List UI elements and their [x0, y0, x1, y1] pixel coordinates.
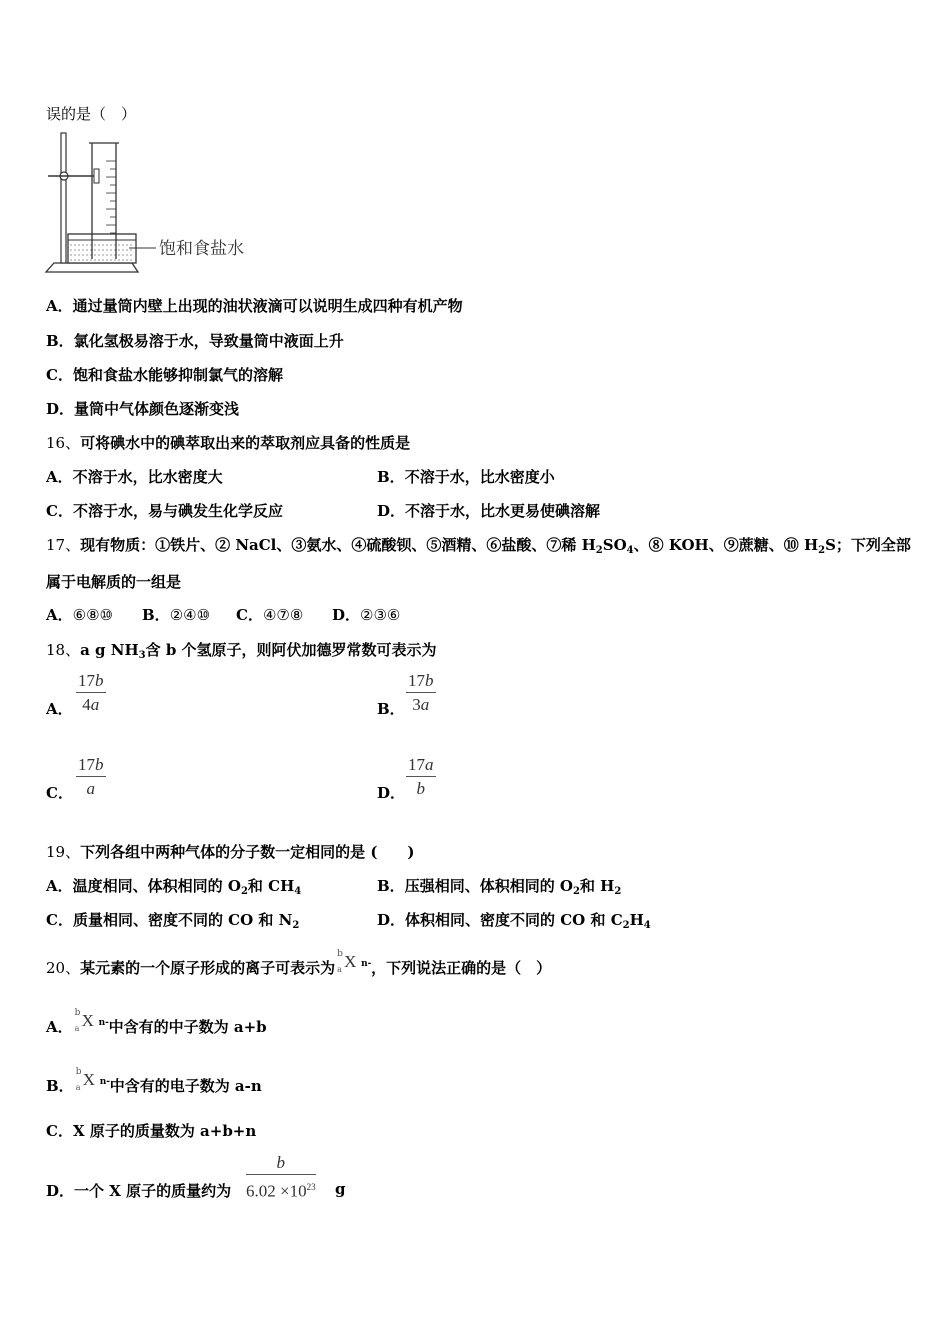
q18-option-b[interactable]: B．	[377, 700, 405, 718]
q19-option-c[interactable]: C．质量相同、密度不同的 CO 和 $N_2$	[46, 911, 300, 931]
ion-notation: b a X n-	[75, 1067, 110, 1092]
q15-option-a[interactable]: A．通过量筒内壁上出现的油状液滴可以说明生成四种有机产物	[46, 297, 463, 315]
q20-option-d-fraction: $\frac{b}{6.02 \times 10^{23}}$	[246, 1153, 316, 1201]
q20-option-b[interactable]: B． b a X n- 中含有的电子数为 a-n	[46, 1067, 262, 1095]
q18-option-a[interactable]: A．	[46, 700, 73, 718]
ion-notation: b a X n-	[337, 949, 372, 974]
q19-option-a[interactable]: A．温度相同、体积相同的 $O_2$和 $CH_4$	[46, 877, 302, 897]
q18-option-b-fraction: $\frac{17b}{3a}$	[408, 671, 434, 714]
q20-option-d[interactable]: D．一个 X 原子的质量约为	[46, 1182, 232, 1200]
q15-option-c[interactable]: C．饱和食盐水能够抑制氯气的溶解	[46, 366, 283, 384]
q16-option-c[interactable]: C．不溶于水，易与碘发生化学反应	[46, 502, 283, 520]
q19-stem: 19、下列各组中两种气体的分子数一定相同的是 ( )	[46, 843, 415, 861]
q20-option-d-unit: g	[335, 1180, 346, 1198]
q15-option-d[interactable]: D．量筒中气体颜色逐渐变浅	[46, 400, 240, 418]
q17-stem: 17、现有物质：①铁片、② NaCl、③氨水、④硫酸钡、⑤酒精、⑥盐酸、⑦稀 $H_2SO_4$、⑧ KOH、⑨蔗糖、⑩ $H_2S$；下列全部	[46, 536, 911, 556]
q17-option-b[interactable]: B．②④⑩	[142, 606, 211, 624]
apparatus-figure	[44, 131, 259, 277]
q17-option-a[interactable]: A．⑥⑧⑩	[46, 606, 113, 624]
q16-stem: 16、可将碘水中的碘萃取出来的萃取剂应具备的性质是	[46, 434, 411, 452]
q15-stem-tail: 误的是（ ）	[46, 105, 137, 123]
q20-stem: 20、某元素的一个原子形成的离子可表示为 b a X n- ，下列说法正确的是（ ）	[46, 949, 552, 977]
q19-option-d[interactable]: D．体积相同、密度不同的 CO 和 $C_2H_4$	[377, 911, 651, 931]
q18-option-c[interactable]: C．	[46, 784, 73, 802]
q17-option-c[interactable]: C．④⑦⑧	[236, 606, 304, 624]
q16-option-d[interactable]: D．不溶于水，比水更易使碘溶解	[377, 502, 601, 520]
q20-option-c[interactable]: C．X 原子的质量数为 a+b+n	[46, 1122, 257, 1140]
q16-option-a[interactable]: A．不溶于水，比水密度大	[46, 468, 223, 486]
figure-label: 饱和食盐水	[159, 239, 244, 259]
q17-stem-line2: 属于电解质的一组是	[46, 573, 182, 591]
q19-option-b[interactable]: B．压强相同、体积相同的 $O_2$和 $H_2$	[377, 877, 622, 897]
q17-option-d[interactable]: D．②③⑥	[332, 606, 401, 624]
q18-option-d-fraction: $\frac{17a}{b}$	[408, 755, 434, 798]
q18-option-d[interactable]: D．	[377, 784, 406, 802]
q15-option-b[interactable]: B．氯化氢极易溶于水，导致量筒中液面上升	[46, 332, 344, 350]
q16-option-b[interactable]: B．不溶于水，比水密度小	[377, 468, 555, 486]
q20-option-a[interactable]: A． b a X n- 中含有的中子数为 a+b	[46, 1008, 267, 1036]
q18-option-a-fraction: $\frac{17b}{4a}$	[78, 671, 104, 714]
ion-notation: b a X n-	[74, 1008, 109, 1033]
q18-stem: 18、a g $NH_3$含 b 个氢原子，则阿伏加德罗常数可表示为	[46, 641, 437, 661]
q18-option-c-fraction: $\frac{17b}{a}$	[78, 755, 104, 798]
